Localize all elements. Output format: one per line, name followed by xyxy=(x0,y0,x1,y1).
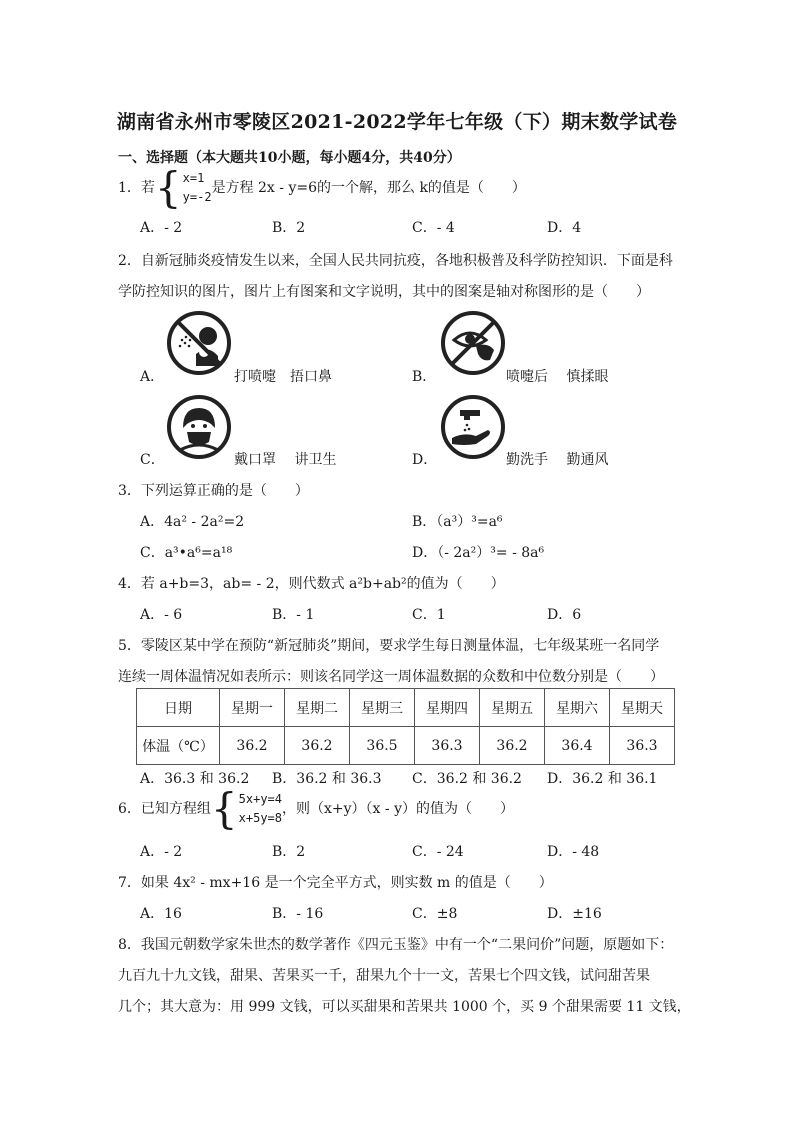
table-cell: 星期四 xyxy=(415,689,480,727)
brace-icon: { xyxy=(210,784,238,833)
q4-option-d[interactable]: D．6 xyxy=(547,607,582,623)
brace-icon: { xyxy=(154,163,182,212)
q6-option-a[interactable]: A．- 2 xyxy=(140,844,183,860)
q2-option-d-label[interactable]: D． xyxy=(412,452,438,468)
q7-option-c[interactable]: C．±8 xyxy=(412,906,458,922)
sneeze-cover-mouth-icon xyxy=(166,310,232,376)
q1-number: 1．若 xyxy=(118,180,155,196)
table-cell: 星期天 xyxy=(610,689,675,727)
section-heading: 一、选择题（本大题共10小题，每小题4分，共40分） xyxy=(118,150,461,166)
q5-option-b[interactable]: B．36.2 和 36.3 xyxy=(272,771,382,787)
q1-system: x=1 y=-2 xyxy=(182,171,212,204)
table-cell: 星期五 xyxy=(480,689,545,727)
q4-option-c[interactable]: C．1 xyxy=(412,607,446,623)
q5-option-a[interactable]: A．36.3 和 36.2 xyxy=(140,771,250,787)
q6-text: ，则（x+y）（x - y）的值为（ ） xyxy=(282,801,514,817)
q8-line-2: 九百九十九文钱，甜果、苦果买一千，甜果九个十一文，苦果七个四文钱，试问甜苦果 xyxy=(118,968,650,984)
q1-option-b[interactable]: B．2 xyxy=(272,220,306,236)
table-cell: 星期六 xyxy=(545,689,610,727)
table-cell: 日期 xyxy=(137,689,220,727)
q4-stem: 4．若 a+b=3，ab= - 2，则代数式 a²b+ab²的值为（ ） xyxy=(118,576,505,592)
question-6 xyxy=(118,784,514,833)
q5-line-2: 连续一周体温情况如表所示：则该名同学这一周体温数据的众数和中位数分别是（ ） xyxy=(118,669,664,685)
q2-line-2: 学防控知识的图片，图片上有图案和文字说明，其中的图案是轴对称图形的是（ ） xyxy=(118,284,650,300)
q6-option-b[interactable]: B．2 xyxy=(272,844,306,860)
q1-text: 是方程 2x - y=6的一个解，那么 k的值是（ ） xyxy=(211,180,526,196)
table-cell: 36.2 xyxy=(480,727,545,765)
table-cell: 36.2 xyxy=(285,727,350,765)
q2-option-c-label[interactable]: C． xyxy=(140,452,165,468)
page-title: 湖南省永州市零陵区2021-2022学年七年级（下）期末数学试卷 xyxy=(116,111,678,133)
q1-option-c[interactable]: C．- 4 xyxy=(412,220,455,236)
q2-option-c-caption: 戴口罩 讲卫生 xyxy=(234,452,337,468)
table-header-row xyxy=(137,689,675,727)
q2-option-d-caption: 勤洗手 勤通风 xyxy=(506,452,609,468)
q3-option-a[interactable]: A．4a² - 2a²=2 xyxy=(140,514,245,530)
mask-face-icon xyxy=(166,394,232,460)
no-rub-eyes-icon xyxy=(440,310,506,376)
q4-option-a[interactable]: A．- 6 xyxy=(140,607,183,623)
q1-option-a[interactable]: A．- 2 xyxy=(140,220,183,236)
q7-option-a[interactable]: A．16 xyxy=(140,906,182,922)
q3-stem: 3．下列运算正确的是（ ） xyxy=(118,483,309,499)
q8-line-1: 8．我国元朝数学家朱世杰的数学著作《四元玉鉴》中有一个“二果问价”问题，原题如下： xyxy=(118,937,674,953)
q3-option-c[interactable]: C．a³•a⁶=a¹⁸ xyxy=(140,545,233,561)
table-row xyxy=(137,727,675,765)
q1-option-d[interactable]: D．4 xyxy=(547,220,582,236)
table-cell: 星期三 xyxy=(350,689,415,727)
q6-option-d[interactable]: D．- 48 xyxy=(547,844,600,860)
temperature-table xyxy=(136,688,675,765)
q5-line-1: 5．零陵区某中学在预防“新冠肺炎”期间，要求学生每日测量体温，七年级某班一名同学 xyxy=(118,638,660,654)
table-cell: 星期二 xyxy=(285,689,350,727)
table-cell: 体温（℃） xyxy=(137,727,220,765)
q7-option-b[interactable]: B．- 16 xyxy=(272,906,324,922)
q6-system: 5x+y=4 x+5y=8 xyxy=(238,792,283,825)
q5-option-c[interactable]: C．36.2 和 36.2 xyxy=(412,771,522,787)
q2-option-a-label[interactable]: A． xyxy=(140,369,165,385)
question-1 xyxy=(118,163,526,212)
q7-option-d[interactable]: D．±16 xyxy=(547,906,602,922)
table-cell: 36.5 xyxy=(350,727,415,765)
table-cell: 36.3 xyxy=(415,727,480,765)
q3-option-d[interactable]: D．（- 2a²）³= - 8a⁶ xyxy=(412,545,545,561)
q2-option-b-label[interactable]: B． xyxy=(412,369,437,385)
table-cell: 36.3 xyxy=(610,727,675,765)
q2-option-a-caption: 打喷嚏 捂口鼻 xyxy=(234,369,332,385)
table-cell: 36.2 xyxy=(220,727,285,765)
q7-stem: 7．如果 4x² - mx+16 是一个完全平方式，则实数 m 的值是（ ） xyxy=(118,875,553,891)
q4-option-b[interactable]: B．- 1 xyxy=(272,607,315,623)
q8-line-3: 几个；其大意为：用 999 文钱，可以买甜果和苦果共 1000 个，买 9 个甜果需要 11 文钱， xyxy=(118,999,691,1015)
table-cell: 36.4 xyxy=(545,727,610,765)
q6-option-c[interactable]: C．- 24 xyxy=(412,844,464,860)
table-cell: 星期一 xyxy=(220,689,285,727)
q2-option-b-caption: 喷嚏后 慎揉眼 xyxy=(506,369,609,385)
q5-option-d[interactable]: D．36.2 和 36.1 xyxy=(547,771,658,787)
q2-line-1: 2．自新冠肺炎疫情发生以来，全国人民共同抗疫，各地积极普及科学防控知识．下面是科 xyxy=(118,253,673,269)
q6-number: 6．已知方程组 xyxy=(118,801,211,817)
q3-option-b[interactable]: B．（a³）³=a⁶ xyxy=(412,514,503,530)
wash-hands-icon xyxy=(440,394,506,460)
